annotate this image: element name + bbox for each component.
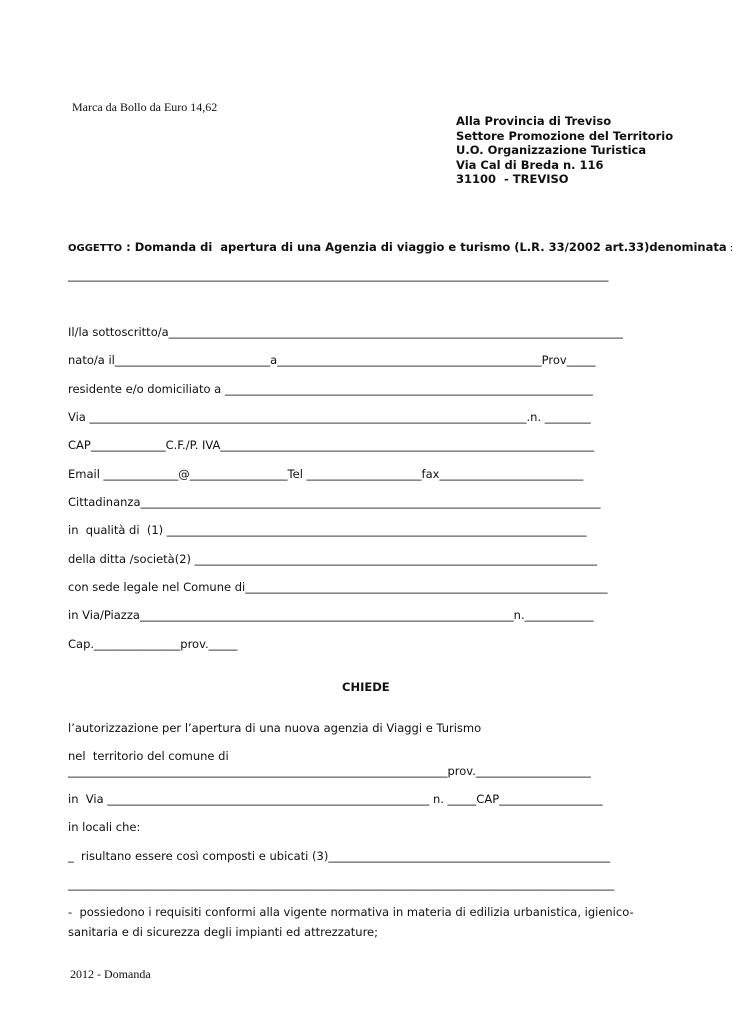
subject-colon: : xyxy=(726,243,733,254)
recipient-line: Settore Promozione del Territorio xyxy=(456,128,674,143)
recipient-line: 31100 - TREVISO xyxy=(456,172,569,186)
subject-text: Domanda di apertura di una Agenzia di viaggio e turismo (L.R. 33/2002 art.33)denominata xyxy=(134,240,727,254)
stamp-note: Marca da Bollo da Euro 14,62 xyxy=(72,100,218,114)
registered-office-field[interactable]: con sede legale nel Comune di_______________________________________________________________ xyxy=(68,580,608,594)
residence-field[interactable]: residente e/o domiciliato a ________________________________________________________________ xyxy=(68,382,593,396)
municipality-field[interactable]: __________________________________________________________________prov.____________________ xyxy=(68,764,591,778)
footer-text: 2012 - Domanda xyxy=(70,967,151,981)
citizenship-field[interactable]: Cittadinanza________________________________________________________________________________ xyxy=(68,495,601,509)
premises-label: in locali che: xyxy=(68,820,141,834)
subject-label: OGGETTO xyxy=(68,243,123,254)
subject-line xyxy=(68,240,733,254)
sottoscritto-field[interactable]: Il/la sottoscritto/a_______________________________________________________________________________ xyxy=(68,325,623,339)
authorization-text: l’autorizzazione per l’apertura di una nuova agenzia di Viaggi e Turismo xyxy=(68,721,482,735)
recipient-address xyxy=(456,114,673,187)
cap-taxcode-field[interactable]: CAP_____________C.F./P. IVA_________________________________________________________________ xyxy=(68,438,595,452)
office-street-field[interactable]: in Via/Piazza_________________________________________________________________n.____________ xyxy=(68,608,594,622)
subject-name-field[interactable]: ______________________________________________________________________________________________ xyxy=(68,268,609,282)
company-field[interactable]: della ditta /società(2) ______________________________________________________________________ xyxy=(68,552,598,566)
contact-field[interactable]: Email _____________@_________________Tel ____________________fax_________________________ xyxy=(68,467,584,481)
role-field[interactable]: in qualità di (1) _________________________________________________________________________ xyxy=(68,523,587,537)
requirements-text: - possiedono i requisiti conformi alla vigente normativa in materia di edilizia urbanistica, igienico- xyxy=(68,905,634,919)
office-cap-field[interactable]: Cap._______________prov._____ xyxy=(68,637,238,651)
birth-field[interactable]: nato/a il___________________________a______________________________________________Prov_____ xyxy=(68,353,596,367)
premises-composition-field[interactable]: _ risultano essere così composti e ubicati (3)_________________________________________________ xyxy=(68,849,611,863)
subject-separator: : xyxy=(122,240,135,254)
street-field[interactable]: Via ____________________________________________________________________________.n. ________ xyxy=(68,410,591,424)
recipient-line: U.O. Organizzazione Turistica xyxy=(456,143,647,157)
recipient-line: Alla Provincia di Treviso xyxy=(456,114,612,128)
agency-street-field[interactable]: in Via ________________________________________________________ n. _____CAP__________________ xyxy=(68,792,603,806)
request-heading: CHIEDE xyxy=(342,680,390,694)
recipient-line: Via Cal di Breda n. 116 xyxy=(456,157,604,172)
premises-extra-line[interactable]: _______________________________________________________________________________________________ xyxy=(68,877,615,891)
requirements-text: sanitaria e di sicurezza degli impianti ed attrezzature; xyxy=(68,925,379,939)
territory-label: nel territorio del comune di xyxy=(68,749,229,763)
